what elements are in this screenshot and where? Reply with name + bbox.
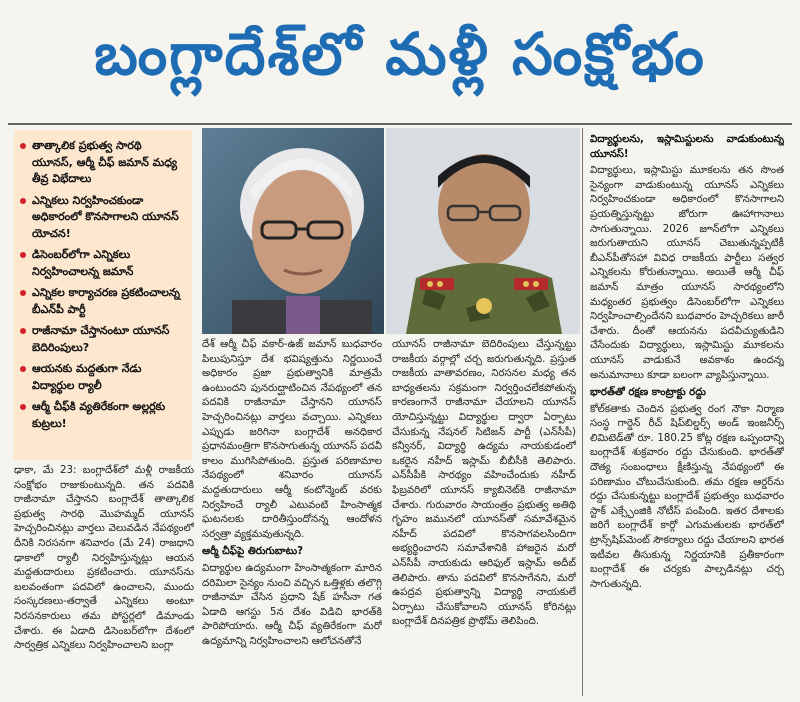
portrait-army-chief-image bbox=[386, 128, 580, 334]
portrait-yunus-image bbox=[202, 128, 384, 334]
highlight-item: తాత్కాలిక ప్రభుత్వ సారథి యూనస్, ఆర్మీ చీఫ్ జమాన్ మధ్య తీవ్ర విభేదాలు bbox=[20, 138, 186, 188]
paragraph: దేశ్ ఆర్మీ చీఫ్ వకార్-ఉజ్ జమాన్ బుధవారం పిలుపునిస్తూ దేశ భవిష్యత్తును నిర్ణయించే అధికారం ప్రజా ప్రభుత్వానికి మాత్రమే ఉంటుందని పునరుద్ఘాటించిన నేపథ్యంలో తన పదవికి రాజీనామా చేస్తానని యూనస్ హెచ్చరించినట్లు వార్తలు వచ్చాయి. ఎన్నికలు ఎప్పుడు జరిగినా బంగ్లాదేశ్ అనధికార ప్రధానమంత్రిగా కొనసాగుతున్న యూనస్ పదవీ కాలం ముగిసిపోతుంది. ప్రస్తుత పరిణామాల నేపథ్యంలో శనివారం యూనస్ మద్దతుదారులు ఆర్మీ కంటోన్మెంట్ వరకు నిర్వహించే ర్యాలీ ఎటువంటి హింసాత్మక ఘటనలకు దారితీస్తుందోనన్న ఆందోళన సర్వత్రా వ్యక్తమవుతున్నది. bbox=[202, 339, 382, 540]
subheading: విద్యార్థులను, ఇస్లామిస్టులను వాడుకుంటున్న యూనస్! bbox=[590, 134, 784, 160]
highlight-item: ఆయనకు మద్దతుగా నేడు విద్యార్థుల ర్యాలీ bbox=[20, 361, 186, 394]
article-column-4 bbox=[590, 130, 784, 696]
article-column-3 bbox=[392, 338, 576, 696]
highlight-item: రాజీనామా చేస్తానంటూ యూనస్ బెదిరింపులు? bbox=[20, 323, 186, 356]
paragraph: ఢాకా, మే 23: బంగ్లాదేశ్‌లో మళ్లీ రాజకీయ సంక్షోభం రాజుకుంటున్నది. తన పదవికి రాజీనామా చేస్తానని బంగ్లాదేశ్ తాత్కాలిక ప్రభుత్వ సారథి మొహమ్మద్ యూనస్ హెచ్చరించినట్లు వార్తలు వెలువడిన నేపథ్యంలో దీనికి నిరసనగా శనివారం (మే 24) రాజధాని ఢాకాలో ర్యాలీ నిర్వహిస్తున్నట్లు ఆయన మద్దతుదారులు ప్రకటించారు. యూనస్‌ను బలవంతంగా పదవిలో ఉంచాలని, ముందు సంస్కరణలు-తర్వాతే ఎన్నికలు అంటూ నిరసనకారులు తమ పోస్టర్లలో డిమాండు చేశారు. ఈ ఏడాది డిసెంబర్‌లోగా దేశంలో సార్వత్రిక ఎన్నికలు నిర్వహించాలని బంగ్లా bbox=[14, 465, 194, 652]
photo-yunus bbox=[202, 128, 384, 334]
paragraph: విద్యార్థుల ఉద్యమంగా హింసాత్మకంగా మారిన దరిమిలా సైన్యం నుంచి వచ్చిన ఒత్తిళ్లకు తలొగ్గి రాజీనామా చేసిన ప్రధాని షేక్ హసీనా గత ఏడాది ఆగస్టు 5న దేశం విడిచి భారత్‌కి పారిపోయారు. ఆర్మీ చీఫ్ వ్యతిరేకంగా మరో ఉద్యమాన్ని నిర్వహించాలని ఆలోచనతోనే bbox=[202, 562, 382, 647]
paragraph: యూనస్ రాజీనామా బెదిరింపులు చేస్తున్నట్టు రాజకీయ వర్గాల్లో చర్చ జరుగుతున్నది. ప్రస్తుత రాజకీయ వాతావరణం, నిరసనల మధ్య తన బాధ్యతలను సక్రమంగా నిర్వర్తించలేకపోతున్న కారణంగానే రాజీనామా చేయాలని యూనస్ యోచిస్తున్నట్టు విద్యార్థుల ద్వారా ఏర్పాటు చేసుకున్న నేషనల్ సిటిజన్ పార్టీ (ఎన్‌సీపీ) కన్వీనర్, విద్యార్థి ఉద్యమ నాయకుడంలో ఒకరైన నహీద్ ఇస్లామ్ బీబీసీకి తెలిపారు. ఎన్‌సీపీకి సారథ్యం వహించేందుకు నహీద్ ఫిబ్రవరిలో యూనస్ క్యాబినెట్‌కి రాజీనామా చేశారు. గురువారం సాయంత్రం ప్రభుత్వ అతిథి గృహం జమునలో యూనస్‌తో సమావేశమైన నహీద్ పదవిలో కొనసాగవలసిందిగా అభ్యర్థించారని సమావేశానికి హాజరైన మరో ఎన్‌సీపీ నాయకుడు ఆరిఫుల్ ఇస్లామ్ అదీబ్ తెలిపారు. తాను పదవిలో కొనసాగేనని, మరో ఉపద్రవ ప్రభుత్వాన్ని విద్యార్థి నాయకులే ఏర్పాటు చేసుకోవాలని యూనస్ కోరినట్లు బంగ్లాదేశ్ దినపత్రిక ప్రొథోమ్ తెలిపింది. bbox=[392, 339, 576, 628]
photo-army-chief bbox=[386, 128, 580, 334]
article-column-1 bbox=[14, 464, 194, 696]
highlights-box bbox=[14, 130, 192, 460]
subheading: ఆర్మీ చీఫ్‌పై తిరుగుబాటు? bbox=[202, 546, 304, 558]
headline-rule bbox=[8, 123, 792, 125]
subheading: భారత్‌తో రక్షణ కాంట్రాక్టు రద్దు bbox=[590, 387, 706, 399]
paragraph: విద్యార్థులు, ఇస్లామిస్టు మూకలను తన సొంత సైన్యంగా వాడుకుంటున్న యూనస్ ఎన్నికలు నిర్వహించకుండా అధికారంలో కొనసాగాలని ప్రయత్నిస్తున్నట్టు జోరుగా ఊహాగానాలు సాగుతున్నాయి. 2026 జూన్‌లోగా ఎన్నికలు జరుగుతాయని యూనస్ చెబుతున్నప్పటికీ బీఎన్‌పీతోసహా వివిధ రాజకీయ పార్టీలు సత్వర ఎన్నికలను కోరుతున్నాయి. అయితే ఆర్మీ చీఫ్ జమాన్ మాత్రం యూనస్ సారథ్యంలోని మధ్యంతర ప్రభుత్వం డిసెంబర్‌లోగా ఎన్నికలు నిర్వహించాల్సిందేనని బుధవారం హెచ్చరికలు జారీ చేశారు. దీంతో ఆయనను పదవీచ్యుతుడిని చేసేందుకు విద్యార్థులు, ఇస్లామిస్టు మూకలను యూనస్ వాడుకునే అవకాశం ఉందన్న అనుమానాలు కూడా బలంగా వ్యాపిస్తున్నాయి. bbox=[590, 165, 784, 381]
highlight-item: డిసెంబర్‌లోగా ఎన్నికలు నిర్వహించాలన్న జమాన్ bbox=[20, 247, 186, 280]
article-column-2 bbox=[202, 338, 382, 696]
highlight-item: ఆర్మీ చీఫ్‌కి వ్యతిరేకంగా అల్లర్లకు కుట్రలు! bbox=[20, 399, 186, 432]
column-divider bbox=[582, 128, 583, 696]
highlight-item: ఎన్నికల కార్యాచరణ ప్రకటించాలన్న బీఎన్‌పీ పార్టీ bbox=[20, 285, 186, 318]
highlights-list bbox=[14, 130, 192, 432]
paragraph: కోల్‌కతాకు చెందిన ప్రభుత్వ రంగ నౌకా నిర్మాణ సంస్థ గార్డెన్ రీచ్ షిప్‌బిల్డర్స్ అండ్ ఇంజనీర్స్ లిమిటెడ్‌తో రూ. 180.25 కోట్ల రక్షణ ఒప్పందాన్ని బంగ్లాదేశ్ శుక్రవారం రద్దు చేసుకుంది. భారత్‌తో దౌత్య సంబంధాలు క్షీణిస్తున్న నేపథ్యంలో ఈ పరిణామం చోటుచేసుకుంది. తమ రక్షణ ఆర్డర్‌ను రద్దు చేసుకున్నట్టు బంగ్లాదేశ్ ప్రభుత్వం బుధవారం స్టాక్ ఎక్స్ఛేంజికి నోటీస్ పంపింది. ఇతర దేశాలకు జరిగే బంగ్లాదేశ్ కార్గో ఎగుమతులకు భారత్‌లో ట్రాన్స్‌షిప్‌మెంట్ సౌకర్యాలు రద్దు చేయాలని భారత ఇటీవల తీసుకున్న నిర్ణయానికి ప్రతీకారంగా బంగ్లాదేశ్ ఈ చర్యకు పాల్పడినట్లు చర్చ సాగుతున్నది. bbox=[590, 403, 784, 590]
headline: బంగ్లాదేశ్‌లో మళ్లీ సంక్షోభం bbox=[94, 19, 706, 88]
highlight-item: ఎన్నికలు నిర్వహించకుండా అధికారంలో కొనసాగాలని యూనస్ యోచన! bbox=[20, 193, 186, 243]
